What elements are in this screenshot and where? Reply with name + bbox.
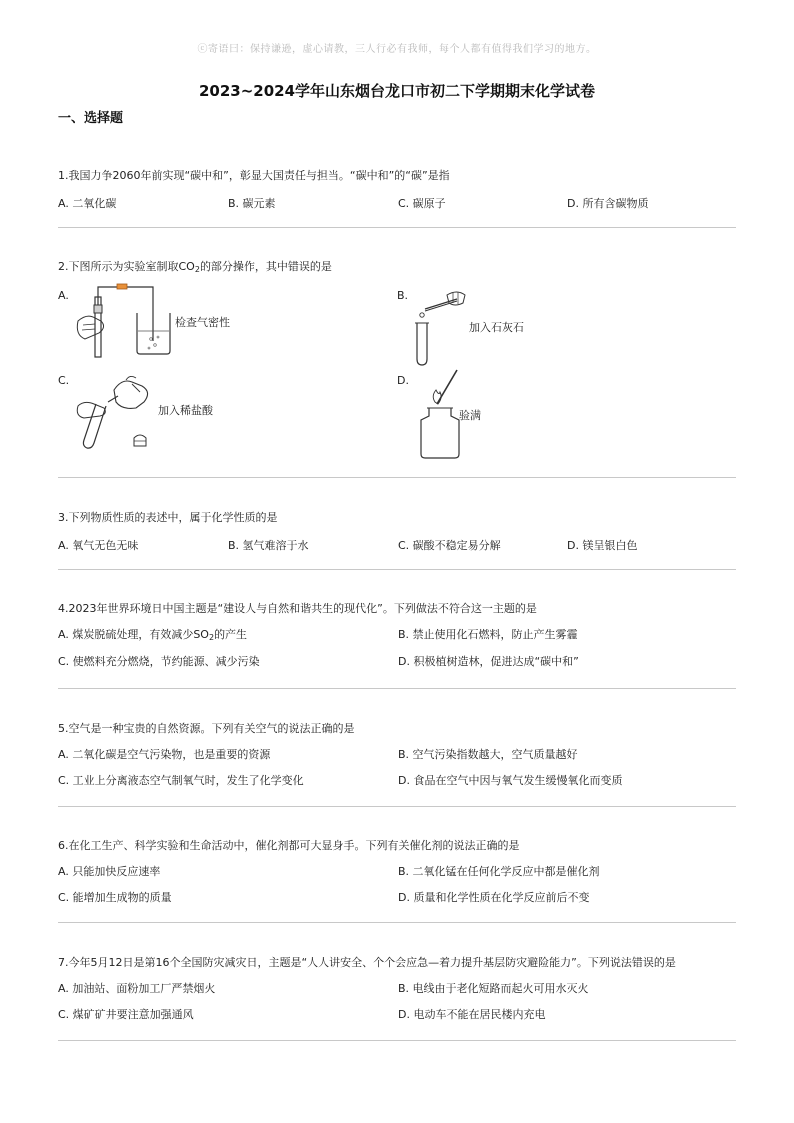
exam-title: 2023~2024学年山东烟台龙口市初二下学期期末化学试卷 <box>198 82 596 100</box>
question-1-option-a[interactable]: A. 二氧化碳 <box>58 197 117 210</box>
question-6-option-c[interactable]: C. 能增加生成物的质量 <box>58 891 172 904</box>
question-1-option-c[interactable]: C. 碳原子 <box>398 197 446 210</box>
question-3 <box>58 511 736 553</box>
question-6-option-b[interactable]: B. 二氧化锰在任何化学反应中都是催化剂 <box>398 865 600 878</box>
divider <box>58 806 736 807</box>
divider <box>58 1040 736 1041</box>
question-5-option-c[interactable]: C. 工业上分离液态空气制氧气时，发生了化学变化 <box>58 774 304 787</box>
divider <box>58 922 736 923</box>
question-3-stem: 3.下列物质性质的表述中，属于化学性质的是 <box>58 511 278 524</box>
question-3-option-b[interactable]: B. 氢气难溶于水 <box>228 539 309 552</box>
figure-a-label: 检查气密性 <box>175 316 230 329</box>
question-5-option-a[interactable]: A. 二氧化碳是空气污染物，也是重要的资源 <box>58 748 271 761</box>
question-7-option-b[interactable]: B. 电线由于老化短路而起火可用水灭火 <box>398 982 589 995</box>
figure-b-label: 加入石灰石 <box>469 321 524 334</box>
question-5-stem: 5.空气是一种宝贵的自然资源。下列有关空气的说法正确的是 <box>58 722 355 735</box>
figure-b-letter: B. <box>397 289 409 302</box>
question-1-options <box>58 197 736 211</box>
section-heading: 一、选择题 <box>58 111 124 126</box>
figure-d-label: 验满 <box>459 409 481 422</box>
question-4-option-b[interactable]: B. 禁止使用化石燃料，防止产生雾霾 <box>398 628 578 641</box>
question-4-option-d[interactable]: D. 积极植树造林，促进达成“碳中和” <box>398 655 579 668</box>
question-7-stem: 7.今年5月12日是第16个全国防灾减灾日，主题是“人人讲安全、个个会应急—着力提升基层防灾避险能力”。下列说法错误的是 <box>58 956 676 969</box>
question-2 <box>58 260 736 274</box>
figure-c-label: 加入稀盐酸 <box>158 404 213 417</box>
question-1-option-d[interactable]: D. 所有含碳物质 <box>567 197 649 210</box>
question-6 <box>58 839 736 905</box>
question-6-option-d[interactable]: D. 质量和化学性质在化学反应前后不变 <box>398 891 590 904</box>
question-4-option-a[interactable]: A. 煤炭脱硫处理，有效减少$SO_2$的产生 <box>58 628 248 642</box>
divider <box>58 688 736 689</box>
question-5-option-d[interactable]: D. 食品在空气中因与氧气发生缓慢氧化而变质 <box>398 774 623 787</box>
figure-c-letter: C. <box>58 374 70 387</box>
header-motto: ⓒ寄语曰：保持谦逊，虚心请教，三人行必有我师，每个人都有值得我们学习的地方。 <box>197 44 597 55</box>
question-1 <box>58 169 736 211</box>
question-1-option-b[interactable]: B. 碳元素 <box>228 197 276 210</box>
question-1-stem: 1.我国力争2060年前实现“碳中和”，彰显大国责任与担当。“碳中和”的“碳”是指 <box>58 169 450 182</box>
question-3-option-c[interactable]: C. 碳酸不稳定易分解 <box>398 539 501 552</box>
question-4-stem: 4.2023年世界环境日中国主题是“建设人与自然和谐共生的现代化”。下列做法不符合这一主题的是 <box>58 602 537 615</box>
question-4-options <box>58 628 736 668</box>
question-3-option-d[interactable]: D. 镁呈银白色 <box>567 539 638 552</box>
divider <box>58 477 736 478</box>
question-7-option-a[interactable]: A. 加油站、面粉加工厂严禁烟火 <box>58 982 216 995</box>
question-5 <box>58 722 736 788</box>
question-4 <box>58 602 736 668</box>
question-3-options <box>58 539 736 553</box>
question-5-options <box>58 748 736 788</box>
question-7-option-d[interactable]: D. 电动车不能在居民楼内充电 <box>398 1008 546 1021</box>
question-7-option-c[interactable]: C. 煤矿矿井要注意加强通风 <box>58 1008 194 1021</box>
question-6-stem: 6.在化工生产、科学实验和生命活动中，催化剂都可大显身手。下列有关催化剂的说法正确的是 <box>58 839 520 852</box>
figure-a-letter: A. <box>58 289 69 302</box>
question-6-options <box>58 865 736 905</box>
question-7-options <box>58 982 736 1022</box>
question-3-option-a[interactable]: A. 氧气无色无味 <box>58 539 139 552</box>
question-2-stem: 2.下图所示为实验室制取$CO_2$的部分操作，其中错误的是 <box>58 260 332 274</box>
divider <box>58 227 736 228</box>
question-7 <box>58 956 736 1022</box>
add-limestone-apparatus-icon <box>407 287 477 367</box>
question-5-option-b[interactable]: B. 空气污染指数越大，空气质量越好 <box>398 748 578 761</box>
divider <box>58 569 736 570</box>
figure-d-letter: D. <box>397 374 409 387</box>
question-6-option-a[interactable]: A. 只能加快反应速率 <box>58 865 161 878</box>
question-4-option-c[interactable]: C. 使燃料充分燃烧，节约能源、减少污染 <box>58 655 260 668</box>
